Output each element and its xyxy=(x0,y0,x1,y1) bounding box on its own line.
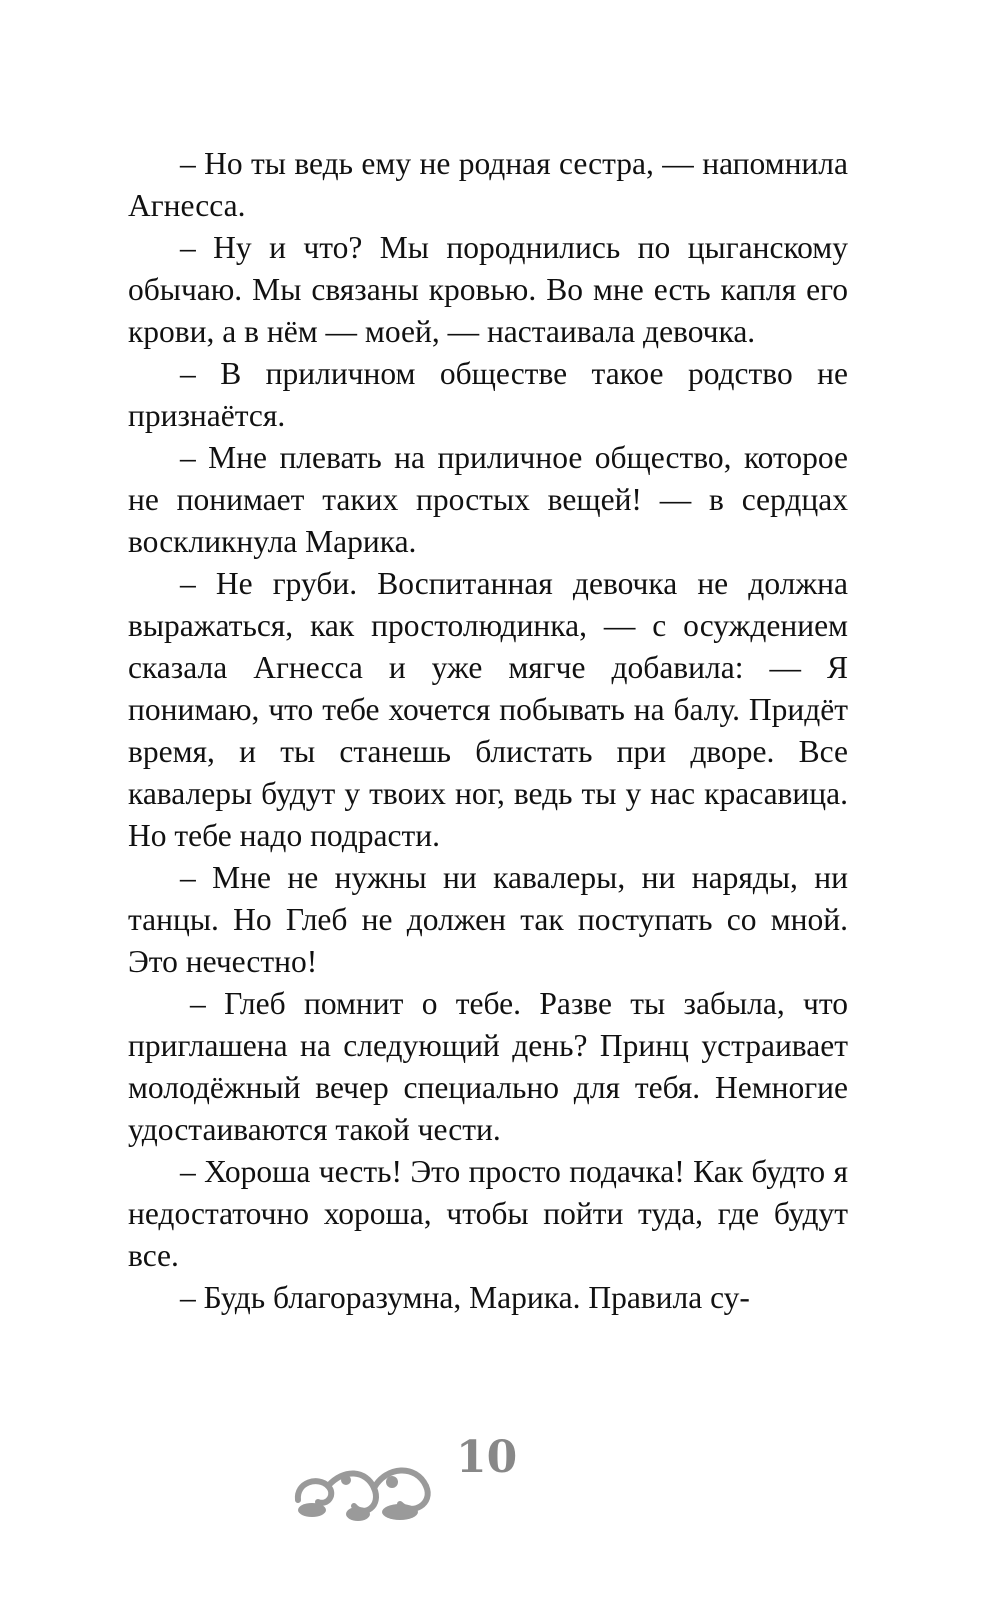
paragraph-4: – Мне плевать на приличное общество, которое не понимает таких простых вещей! — в сердцах воскликнула Марика. xyxy=(128,440,848,559)
page-number: 10 xyxy=(456,1432,518,1483)
paragraph-9: – Будь благоразумна, Марика. Правила су- xyxy=(180,1280,750,1315)
paragraph-5: – Не груби. Воспитанная девочка не должна выражаться, как простолюдинка, — с осуждением сказала Агнесса и уже мягче добавила: — Я понимаю, что тебе хочется побывать на балу. Придёт время, и ты станешь блистать при дворе. Все кавалеры будут у твоих ног, ведь ты у нас красавица. Но тебе надо подрасти. xyxy=(128,566,848,853)
paragraph-1: – Но ты ведь ему не родная сестра, — напомнила Агнесса. xyxy=(128,146,848,223)
paragraph-6: – Мне не нужны ни кавалеры, ни наряды, ни танцы. Но Глеб не должен так поступать со мной. Это нечестно! xyxy=(128,860,848,979)
paragraph-7: – Глеб помнит о тебе. Разве ты забыла, что приглашена на следующий день? Принц устраивает молодёжный вечер специально для тебя. Немногие удостаиваются такой чести. xyxy=(128,986,848,1147)
paragraph-8: – Хороша честь! Это просто подачка! Как будто я недостаточно хороша, чтобы пойти туда, где будут все. xyxy=(128,1154,848,1273)
body-text xyxy=(128,143,848,1319)
floral-ornament-icon xyxy=(288,1448,438,1528)
paragraph-3: – В приличном обществе такое родство не признаётся. xyxy=(128,356,848,433)
paragraph-2: – Ну и что? Мы породнились по цыганскому обычаю. Мы связаны кровью. Во мне есть капля его крови, а в нём — моей, — настаивала девочка. xyxy=(128,230,848,349)
page-footer xyxy=(0,1420,1000,1560)
